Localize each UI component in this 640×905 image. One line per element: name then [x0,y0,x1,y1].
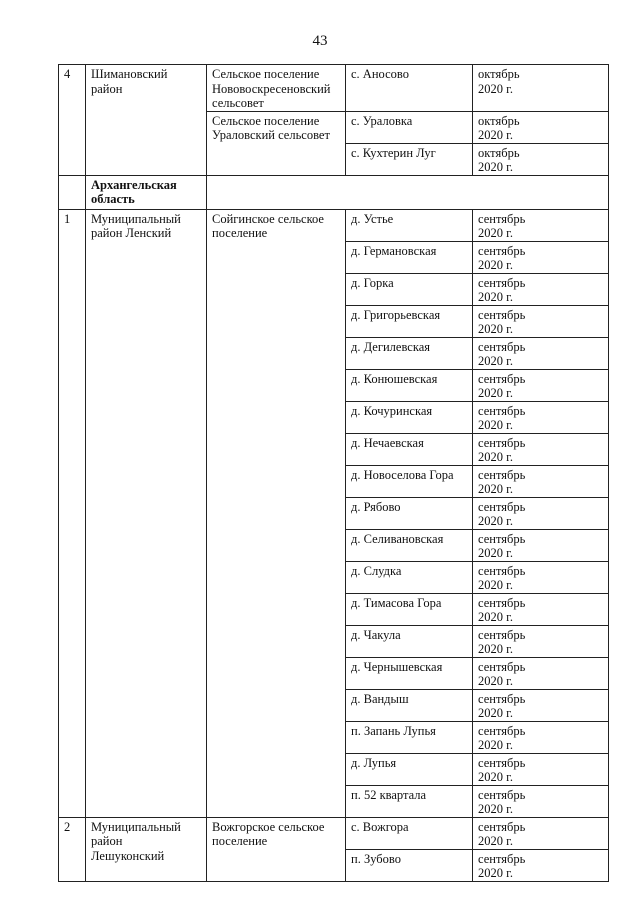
place-cell: д. Чернышевская [346,657,473,689]
settlement-cell: Сельское поселение Нововоскресеновский сельсовет [207,65,346,112]
place-cell: д. Вандыш [346,689,473,721]
place-cell: д. Григорьевская [346,305,473,337]
place-cell: д. Слудка [346,561,473,593]
settlement-cell: Сельское поселение Ураловский сельсовет [207,111,346,175]
place-cell: п. 52 квартала [346,785,473,817]
settlement-cell: Вожгорское сельское поселение [207,817,346,881]
page-number: 43 [312,33,328,49]
date-cell: сентябрь 2020 г. [473,689,609,721]
date-cell: сентябрь 2020 г. [473,401,609,433]
place-cell: д. Дегилевская [346,337,473,369]
place-cell: с. Ураловка [346,111,473,143]
date-cell: октябрь 2020 г. [473,65,609,112]
place-cell: д. Кочуринская [346,401,473,433]
date-cell: сентябрь 2020 г. [473,657,609,689]
date-cell: сентябрь 2020 г. [473,561,609,593]
date-cell: сентябрь 2020 г. [473,625,609,657]
place-cell: д. Нечаевская [346,433,473,465]
region-name-cell: Архангельская область [86,175,207,209]
date-cell: сентябрь 2020 г. [473,433,609,465]
place-cell: п. Запань Лупья [346,721,473,753]
row-number-cell: 4 [59,65,86,176]
region-empty-cell [207,175,609,209]
region-row [59,175,609,209]
table-row [59,817,609,849]
date-cell: сентябрь 2020 г. [473,337,609,369]
date-cell: сентябрь 2020 г. [473,817,609,849]
district-cell: Шимановский район [86,65,207,176]
region-number-cell [59,175,86,209]
district-cell: Муниципальный район Ленский [86,209,207,817]
table-row [59,209,609,241]
date-cell: сентябрь 2020 г. [473,753,609,785]
place-cell: д. Конюшевская [346,369,473,401]
date-cell: сентябрь 2020 г. [473,721,609,753]
place-cell: с. Вожгора [346,817,473,849]
place-cell: д. Горка [346,273,473,305]
place-cell: д. Рябово [346,497,473,529]
table-row [59,65,609,112]
date-cell: сентябрь 2020 г. [473,369,609,401]
date-cell: сентябрь 2020 г. [473,305,609,337]
place-cell: п. Зубово [346,849,473,881]
settlement-cell: Сойгинское сельское поселение [207,209,346,817]
row-number-cell: 2 [59,817,86,881]
date-cell: сентябрь 2020 г. [473,593,609,625]
settlements-table [58,64,609,882]
date-cell: октябрь 2020 г. [473,143,609,175]
place-cell: д. Чакула [346,625,473,657]
place-cell: д. Устье [346,209,473,241]
row-number-cell: 1 [59,209,86,817]
date-cell: октябрь 2020 г. [473,111,609,143]
date-cell: сентябрь 2020 г. [473,273,609,305]
district-cell: Муниципальный район Лешуконский [86,817,207,881]
place-cell: д. Селивановская [346,529,473,561]
place-cell: с. Аносово [346,65,473,112]
date-cell: сентябрь 2020 г. [473,849,609,881]
place-cell: д. Германовская [346,241,473,273]
place-cell: д. Тимасова Гора [346,593,473,625]
place-cell: д. Лупья [346,753,473,785]
date-cell: сентябрь 2020 г. [473,241,609,273]
place-cell: с. Кухтерин Луг [346,143,473,175]
date-cell: сентябрь 2020 г. [473,497,609,529]
place-cell: д. Новоселова Гора [346,465,473,497]
date-cell: сентябрь 2020 г. [473,529,609,561]
date-cell: сентябрь 2020 г. [473,465,609,497]
date-cell: сентябрь 2020 г. [473,209,609,241]
date-cell: сентябрь 2020 г. [473,785,609,817]
